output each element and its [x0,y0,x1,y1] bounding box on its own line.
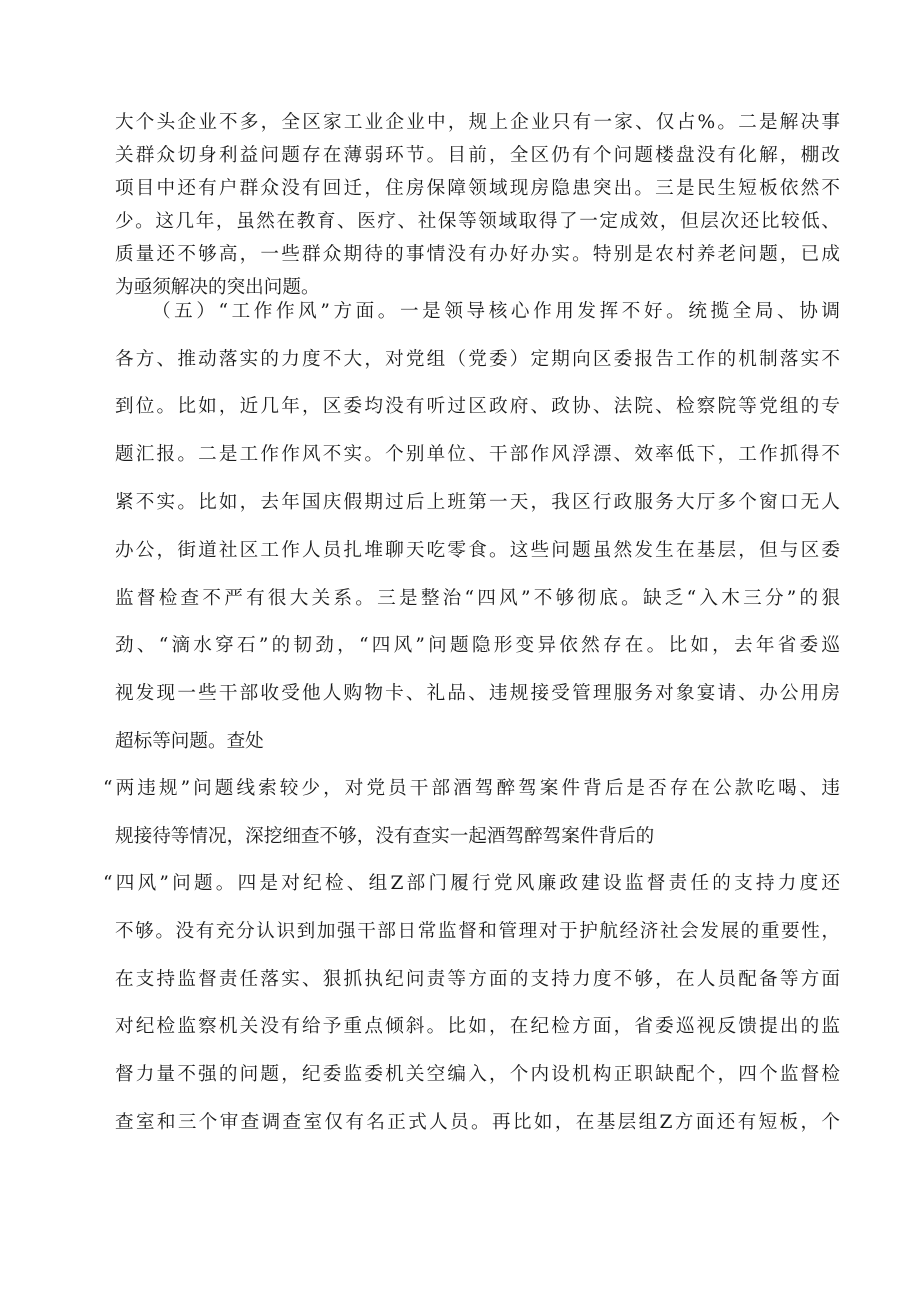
text-line: 到位。比如，近几年，区委均没有听过区政府、政协、法院、检察院等党组的专 [115,396,840,417]
text-line: 查室和三个审查调查室仅有名正式人员。再比如，在基层组Z方面还有短板，个 [115,1112,840,1133]
text-line: 对纪检监察机关没有给予重点倾斜。比如，在纪检方面，省委巡视反馈提出的监 [115,1016,840,1037]
text-line: 办公，街道社区工作人员扎堆聊天吃零食。这些问题虽然发生在基层，但与区委 [115,540,840,561]
text-line: 各方、推动落实的力度不大，对党组（党委）定期向区委报告工作的机制落实不 [115,349,840,370]
text-line: 紧不实。比如，去年国庆假期过后上班第一天，我区行政服务大厅多个窗口无人 [115,492,840,513]
text-line: 视发现一些干部收受他人购物卡、礼品、违规接受管理服务对象宴请、办公用房 [115,683,840,704]
paragraph-heading-line: （五）“工作作风”方面。一是领导核心作用发挥不好。统揽全局、协调 [152,301,840,322]
text-line: “四风”问题。四是对纪检、组Z部门履行党风廉政建设监督责任的支持力度还 [103,873,840,894]
text-line: 质量还不够高，一些群众期待的事情没有办好办实。特别是农村养老问题，已成 [115,244,840,265]
text-line: 超标等问题。查处 [115,731,264,752]
text-line: 关群众切身利益问题存在薄弱环节。目前，全区仍有个问题楼盘没有化解，棚改 [115,145,840,166]
text-line: 为亟须解决的突出问题。 [115,277,320,298]
text-line: “两违规”问题线索较少，对党员干部酒驾醉驾案件背后是否存在公款吃喝、违 [103,778,840,799]
text-line: 项目中还有户群众没有回迁，住房保障领域现房隐患突出。三是民生短板依然不 [115,178,840,199]
text-line: 劲、“滴水穿石”的韧劲，“四风”问题隐形变异依然存在。比如，去年省委巡 [115,635,840,656]
text-line: 不够。没有充分认识到加强干部日常监督和管理对于护航经济社会发展的重要性， [115,921,840,942]
text-line: 监督检查不严有很大关系。三是整治“四风”不够彻底。缺乏“入木三分”的狠 [115,588,840,609]
text-line: 规接待等情况，深挖细查不够，没有查实一起酒驾醉驾案件背后的 [115,826,655,847]
text-line: 题汇报。二是工作作风不实。个别单位、干部作风浮漂、效率低下，工作抓得不 [115,444,840,465]
text-line: 大个头企业不多，全区家工业企业中，规上企业只有一家、仅占%。二是解决事 [115,112,840,133]
text-line: 少。这几年，虽然在教育、医疗、社保等领域取得了一定成效，但层次还比较低、 [115,211,840,232]
text-line: 督力量不强的问题，纪委监委机关空编入，个内设机构正职缺配个，四个监督检 [115,1064,840,1085]
text-line: 在支持监督责任落实、狠抓执纪问责等方面的支持力度不够，在人员配备等方面 [115,969,840,990]
